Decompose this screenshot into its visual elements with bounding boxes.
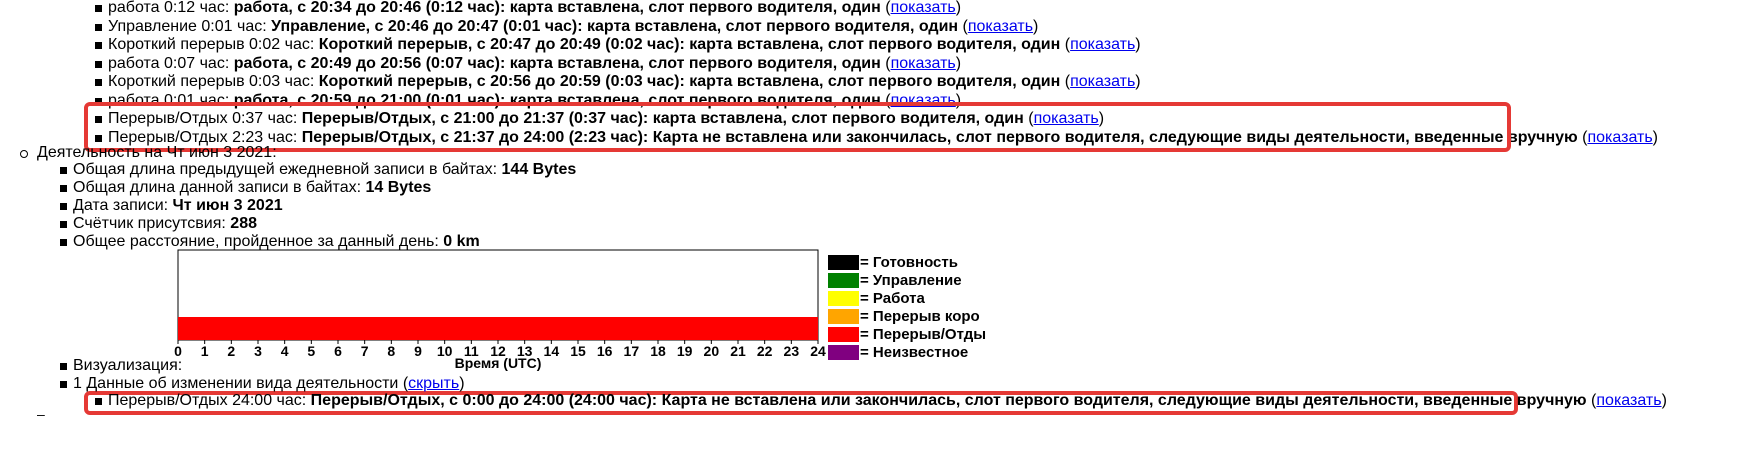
x-tick-label: 13: [516, 343, 533, 359]
entry-description: Короткий перерыв, с 20:56 до 20:59 (0:03 час): карта вставлена, слот первого водителя, один: [318, 73, 1061, 90]
paren-open: (: [1023, 110, 1034, 127]
chart-frame: [178, 250, 818, 340]
paren-close: ): [1033, 17, 1039, 35]
show-link[interactable]: показать: [890, 0, 956, 16]
square-bullet-icon: [95, 98, 102, 105]
show-link[interactable]: показать: [1070, 36, 1136, 53]
square-bullet-icon: [60, 381, 67, 388]
square-bullet-icon: [95, 5, 102, 12]
x-tick-label: 9: [414, 343, 422, 359]
prev-record-length: [73, 160, 576, 180]
show-link[interactable]: показать: [890, 54, 956, 72]
x-tick-label: 11: [463, 343, 479, 359]
square-bullet-icon: [60, 203, 67, 210]
activity-segment-bar: [178, 317, 818, 340]
presence-counter-value: 288: [230, 215, 257, 232]
square-bullet-icon: [60, 185, 67, 192]
entry-prefix: Короткий перерыв 0:03 час:: [108, 73, 319, 90]
x-tick-label: 22: [756, 343, 773, 359]
record-date: [73, 196, 283, 216]
show-link[interactable]: показать: [1070, 73, 1136, 90]
show-link[interactable]: показать: [967, 17, 1034, 35]
total-distance-value: 0 km: [443, 233, 480, 250]
dash-marker: –: [37, 406, 45, 422]
prev-day-entry: [108, 109, 1104, 129]
entry-prefix: Перерыв/Отдых 24:00 час:: [108, 392, 311, 409]
square-bullet-icon: [95, 116, 102, 123]
circle-bullet-icon: [20, 150, 28, 158]
x-tick-label: 15: [570, 343, 586, 359]
paren-open: (: [880, 91, 891, 109]
legend-label: = Перерыв коро: [860, 307, 980, 325]
activity-changes-label: 1 Данные об изменении вида деятельности: [73, 375, 399, 392]
legend-label: = Работа: [860, 289, 925, 307]
prev-record-length-value: 144 Bytes: [501, 161, 577, 178]
paren-close: ): [1652, 128, 1658, 146]
show-link[interactable]: показать: [1033, 110, 1099, 127]
legend-swatch: [828, 291, 859, 306]
show-link[interactable]: показать: [1587, 128, 1653, 146]
square-bullet-icon: [60, 239, 67, 246]
x-tick-label: 20: [703, 343, 720, 359]
entry-description: Перерыв/Отдых, с 21:00 до 21:37 (0:37 час): карта вставлена, слот первого водителя, один: [301, 110, 1024, 127]
paren-open: (: [398, 375, 409, 392]
paren-close: ): [955, 0, 962, 16]
square-bullet-icon: [95, 79, 102, 86]
x-tick-label: 19: [676, 343, 693, 359]
paren-close: ): [459, 375, 465, 392]
entry-prefix: работа 0:07 час:: [108, 54, 234, 72]
x-tick-label: 3: [254, 343, 262, 359]
x-tick-label: 24: [810, 343, 826, 359]
entry-description: Перерыв/Отдых, с 0:00 до 24:00 (24:00 час): Карта не вставлена или закончилась, слот первого водителя, следующие виды деятельности, введенные вручную: [310, 392, 1587, 409]
x-tick-label: 0: [174, 343, 182, 359]
square-bullet-icon: [95, 398, 102, 405]
x-tick-label: 1: [200, 343, 209, 359]
paren-close: ): [1661, 392, 1667, 409]
entry-prefix: Управление 0:01 час:: [108, 17, 272, 35]
hide-link[interactable]: скрыть: [408, 375, 460, 392]
paren-open: (: [958, 17, 968, 35]
x-tick-label: 14: [543, 343, 560, 359]
square-bullet-icon: [95, 24, 102, 31]
visualization-label: Визуализация:: [73, 357, 183, 374]
paren-close: ): [1135, 73, 1141, 90]
x-tick-label: 2: [227, 343, 236, 359]
total-distance-label: Общее расстояние, пройденное за данный день:: [73, 233, 444, 250]
entry-description: работа, с 20:59 до 21:00 (0:01 час): карта вставлена, слот первого водителя, один: [233, 91, 881, 109]
legend-label: = Управление: [860, 271, 962, 289]
legend-swatch: [828, 255, 859, 270]
x-tick-label: 8: [387, 343, 396, 359]
x-tick-label: 6: [334, 343, 342, 359]
x-tick-label: 23: [783, 343, 800, 359]
legend-swatch: [828, 273, 859, 288]
prev-day-entry: [108, 35, 1141, 55]
x-tick-label: 16: [596, 343, 613, 359]
paren-close: ): [1098, 110, 1105, 127]
paren-open: (: [880, 0, 891, 16]
legend-label: = Готовность: [860, 254, 958, 271]
prev-day-entry: [108, 72, 1141, 92]
prev-day-entry: [108, 54, 961, 74]
legend-swatch: [828, 345, 859, 360]
record-date-label: Дата записи:: [73, 197, 173, 214]
paren-close: ): [1135, 36, 1141, 53]
x-tick-label: 4: [280, 343, 289, 359]
square-bullet-icon: [95, 135, 102, 142]
square-bullet-icon: [60, 363, 67, 370]
entry-description: Перерыв/Отдых, с 21:37 до 24:00 (2:23 час): Карта не вставлена или закончилась, слот первого водителя, следующие виды деятельности, введенные вручную: [301, 128, 1578, 146]
show-link[interactable]: показать: [890, 91, 956, 109]
presence-counter: [73, 214, 257, 234]
prev-day-entry: [108, 17, 1038, 37]
paren-open: (: [880, 54, 891, 72]
square-bullet-icon: [95, 61, 102, 68]
prev-day-entry: [108, 91, 961, 111]
entry-description: Управление, с 20:46 до 20:47 (0:01 час): карта вставлена, слот первого водителя, один: [271, 17, 959, 35]
paren-open: (: [1577, 128, 1588, 146]
square-bullet-icon: [60, 167, 67, 174]
entry-description: работа, с 20:49 до 20:56 (0:07 час): карта вставлена, слот первого водителя, один: [233, 54, 881, 72]
entry-description: Короткий перерыв, с 20:47 до 20:49 (0:02 час): карта вставлена, слот первого водителя, один: [318, 36, 1061, 53]
paren-open: (: [1060, 36, 1071, 53]
paren-close: ): [955, 91, 962, 109]
prev-day-entry: [108, 128, 1658, 148]
x-tick-label: 5: [307, 343, 316, 359]
show-link[interactable]: показать: [1596, 392, 1662, 409]
entry-prefix: Перерыв/Отдых 0:37 час:: [108, 110, 302, 127]
record-date-value: Чт июн 3 2021: [172, 197, 283, 214]
x-tick-label: 17: [623, 343, 640, 359]
legend-swatch: [828, 327, 859, 342]
prev-record-length-label: Общая длина предыдущей ежедневной записи в байтах:: [73, 161, 502, 178]
x-tick-label: 10: [436, 343, 453, 359]
x-tick-label: 18: [650, 343, 666, 359]
legend-label: = Перерыв/Отды: [860, 325, 987, 343]
legend-label: = Неизвестное: [860, 343, 969, 361]
current-record-length: [73, 178, 431, 198]
entry-prefix: работа 0:12 час:: [108, 0, 234, 16]
day-heading: Деятельность на Чт июн 3 2021:: [37, 144, 277, 161]
x-tick-label: 7: [360, 343, 369, 359]
entry-description: работа, с 20:34 до 20:46 (0:12 час): карта вставлена, слот первого водителя, один: [233, 0, 881, 16]
presence-counter-label: Счётчик присутсвия:: [73, 215, 231, 232]
x-tick-label: 21: [730, 343, 746, 359]
paren-close: ): [955, 54, 962, 72]
current-record-length-value: 14 Bytes: [365, 179, 432, 196]
day-activity-entry: [108, 391, 1667, 411]
total-distance: [73, 232, 480, 252]
paren-open: (: [1060, 73, 1071, 90]
square-bullet-icon: [60, 221, 67, 228]
legend-swatch: [828, 309, 859, 324]
x-axis-label: Время (UTC): [454, 355, 542, 371]
prev-day-entry: [108, 0, 961, 18]
current-record-length-label: Общая длина данной записи в байтах:: [73, 179, 366, 196]
entry-prefix: Короткий перерыв 0:02 час:: [108, 36, 319, 53]
square-bullet-icon: [95, 42, 102, 49]
entry-prefix: работа 0:01 час:: [108, 91, 234, 109]
entry-prefix: Перерыв/Отдых 2:23 час:: [108, 128, 302, 146]
paren-open: (: [1586, 392, 1597, 409]
x-tick-label: 12: [490, 343, 506, 359]
